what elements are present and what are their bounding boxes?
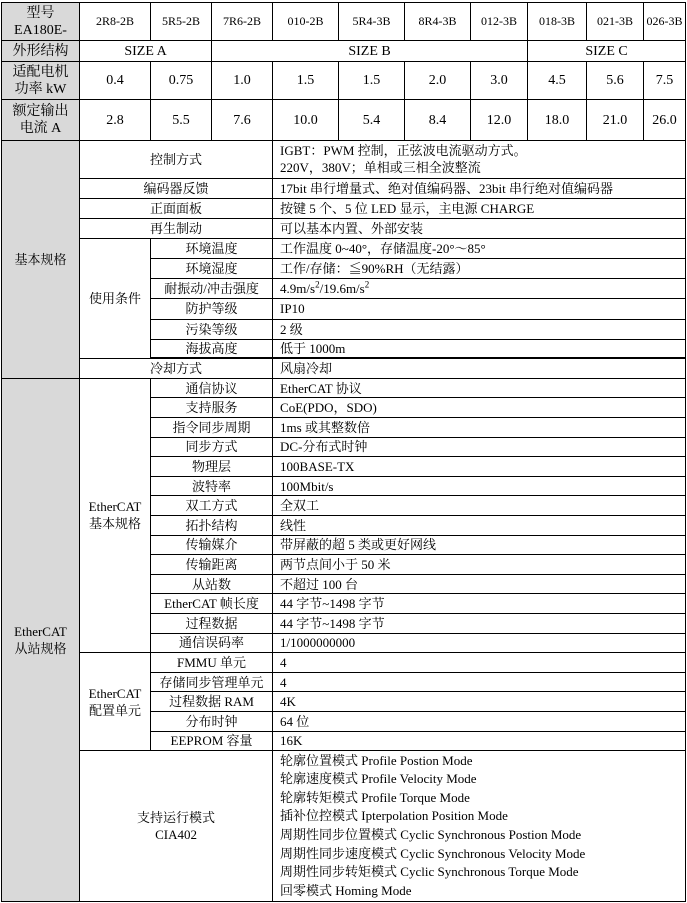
spec-value: 4: [273, 672, 686, 692]
spec-label: 环境湿度: [151, 259, 273, 279]
spec-label: 冷却方式: [80, 358, 273, 378]
model-cell: 026-3B: [644, 3, 686, 41]
model-header: 型号 EA180E-: [2, 3, 80, 41]
spec-label: EEPROM 容量: [151, 731, 273, 751]
regen-row: [2, 219, 686, 239]
spec-label: 传输媒介: [151, 535, 273, 555]
control-row: [2, 140, 686, 178]
run-modes-list: [273, 751, 686, 902]
spec-value: CoE(PDO，SDO): [273, 398, 686, 418]
power-cell: 1.5: [273, 62, 339, 100]
spec-label: 环境温度: [151, 239, 273, 259]
model-cell: 018-3B: [528, 3, 587, 41]
spec-label: FMMU 单元: [151, 653, 273, 673]
spec-label: 传输距离: [151, 555, 273, 575]
run-mode-item: 轮廓速度模式 Profile Velocity Mode: [280, 771, 477, 787]
spec-label: 耐振动/冲击强度: [151, 279, 273, 299]
size-header: 外形结构: [2, 41, 80, 62]
ethercat-basic-row: [2, 378, 686, 398]
spec-value: 100BASE-TX: [273, 457, 686, 477]
power-header: 适配电机 功率 kW: [2, 62, 80, 100]
model-cell: 012-3B: [471, 3, 528, 41]
spec-label: 再生制动: [80, 219, 273, 239]
current-cell: 10.0: [273, 100, 339, 140]
spec-value: 工作温度 0~40°，存储温度-20°～85°: [273, 239, 686, 259]
spec-value: 4: [273, 653, 686, 673]
spec-label: 波特率: [151, 476, 273, 496]
ethercat-basic-group: EtherCAT 基本规格: [80, 378, 151, 652]
spec-value: 100Mbit/s: [273, 476, 686, 496]
power-cell: 5.6: [587, 62, 644, 100]
spec-value: $4.9m/s^2/19.6m/s^2$: [273, 279, 686, 299]
spec-label: 同步方式: [151, 437, 273, 457]
spec-value: 风扇冷却: [273, 358, 686, 378]
current-cell: 5.4: [339, 100, 405, 140]
spec-value: 44 字节~1498 字节: [273, 613, 686, 633]
spec-label: 分布时钟: [151, 711, 273, 731]
spec-label: 存储同步管理单元: [151, 672, 273, 692]
usage-conditions-group: 使用条件: [80, 239, 151, 359]
model-cell: 8R4-3B: [405, 3, 471, 41]
spec-value: 44 字节~1498 字节: [273, 594, 686, 614]
spec-label: EtherCAT 帧长度: [151, 594, 273, 614]
encoder-row: [2, 178, 686, 198]
spec-value: 带屏蔽的超 5 类或更好网线: [273, 535, 686, 555]
spec-value: 工作/存储：≦90%RH（无结露）: [273, 259, 686, 279]
spec-label: 防护等级: [151, 299, 273, 319]
spec-value: EtherCAT 协议: [273, 378, 686, 398]
run-mode-item: 周期性同步转矩模式 Cyclic Synchronous Torque Mode: [280, 864, 579, 880]
spec-label: 海拔高度: [151, 339, 273, 357]
spec-value: 线性: [273, 515, 686, 535]
temperature-row: [2, 239, 686, 259]
size-a-cell: SIZE A: [80, 41, 212, 62]
power-cell: 1.0: [212, 62, 273, 100]
run-modes-row: [2, 751, 686, 902]
run-mode-item: 周期性同步速度模式 Cyclic Synchronous Velocity Mode: [280, 845, 586, 861]
ethercat-slave-group: EtherCAT 从站规格: [2, 378, 80, 901]
size-c-cell: SIZE C: [528, 41, 686, 62]
spec-label: 从站数: [151, 574, 273, 594]
model-cell: 021-3B: [587, 3, 644, 41]
spec-label: 指令同步周期: [151, 418, 273, 438]
model-cell: 7R6-2B: [212, 3, 273, 41]
spec-value: 两节点间小于 50 米: [273, 555, 686, 575]
spec-label: 正面面板: [80, 198, 273, 218]
power-cell: 0.4: [80, 62, 151, 100]
spec-label: 污染等级: [151, 319, 273, 339]
current-cell: 12.0: [471, 100, 528, 140]
size-row: [2, 41, 686, 62]
spec-value: 低于 1000m: [273, 339, 686, 357]
spec-label: 支持服务: [151, 398, 273, 418]
current-row: [2, 100, 686, 140]
power-cell: 2.0: [405, 62, 471, 100]
power-cell: 3.0: [471, 62, 528, 100]
spec-label: 通信协议: [151, 378, 273, 398]
spec-value: 可以基本内置、外部安装: [273, 219, 686, 239]
spec-value: 不超过 100 台: [273, 574, 686, 594]
spec-value: DC-分布式时钟: [273, 437, 686, 457]
size-b-cell: SIZE B: [212, 41, 528, 62]
run-mode-item: 周期性同步位置模式 Cyclic Synchronous Postion Mode: [280, 827, 582, 843]
run-mode-item: 回零模式 Homing Mode: [280, 882, 412, 898]
spec-value: IP10: [273, 299, 686, 319]
spec-value: 4K: [273, 692, 686, 712]
spec-value: IGBT：PWM 控制，正弦波电流驱动方式。 220V，380V；单相或三相全波整流: [273, 140, 686, 178]
spec-label: 过程数据: [151, 613, 273, 633]
model-cell: 5R5-2B: [151, 3, 212, 41]
run-mode-item: 轮廓位置模式 Profile Postion Mode: [280, 752, 473, 768]
spec-value: 64 位: [273, 711, 686, 731]
run-mode-item: 插补位控模式 Ipterpolation Position Mode: [280, 808, 508, 824]
current-header: 额定输出 电流 A: [2, 100, 80, 140]
spec-value: 17bit 串行增量式、绝对值编码器、23bit 串行绝对值编码器: [273, 178, 686, 198]
spec-label: 双工方式: [151, 496, 273, 516]
cooling-row: [2, 358, 686, 378]
current-cell: 18.0: [528, 100, 587, 140]
spec-label: 编码器反馈: [80, 178, 273, 198]
spec-value: 按键 5 个、5 位 LED 显示，主电源 CHARGE: [273, 198, 686, 218]
power-cell: 7.5: [644, 62, 686, 100]
spec-label: 拓扑结构: [151, 515, 273, 535]
spec-value: 1ms 或其整数倍: [273, 418, 686, 438]
spec-value: 2 级: [273, 319, 686, 339]
current-cell: 5.5: [151, 100, 212, 140]
current-cell: 2.8: [80, 100, 151, 140]
current-cell: 7.6: [212, 100, 273, 140]
power-cell: 4.5: [528, 62, 587, 100]
model-cell: 2R8-2B: [80, 3, 151, 41]
spec-label: 过程数据 RAM: [151, 692, 273, 712]
spec-label: 通信误码率: [151, 633, 273, 653]
model-cell: 010-2B: [273, 3, 339, 41]
current-cell: 21.0: [587, 100, 644, 140]
model-row: [2, 3, 686, 41]
current-cell: 8.4: [405, 100, 471, 140]
power-cell: 0.75: [151, 62, 212, 100]
panel-row: [2, 198, 686, 218]
spec-label: 控制方式: [80, 140, 273, 178]
spec-value: 16K: [273, 731, 686, 751]
ethercat-config-group: EtherCAT 配置单元: [80, 653, 151, 751]
specification-table: [1, 2, 686, 902]
spec-label: 物理层: [151, 457, 273, 477]
current-cell: 26.0: [644, 100, 686, 140]
spec-value: 全双工: [273, 496, 686, 516]
basic-spec-group: 基本规格: [2, 140, 80, 378]
ethercat-config-row: [2, 653, 686, 673]
power-cell: 1.5: [339, 62, 405, 100]
spec-value: 1/1000000000: [273, 633, 686, 653]
run-mode-item: 轮廓转矩模式 Profile Torque Mode: [280, 789, 470, 805]
model-cell: 5R4-3B: [339, 3, 405, 41]
run-modes-label: 支持运行模式 CIA402: [80, 751, 273, 902]
power-row: [2, 62, 686, 100]
